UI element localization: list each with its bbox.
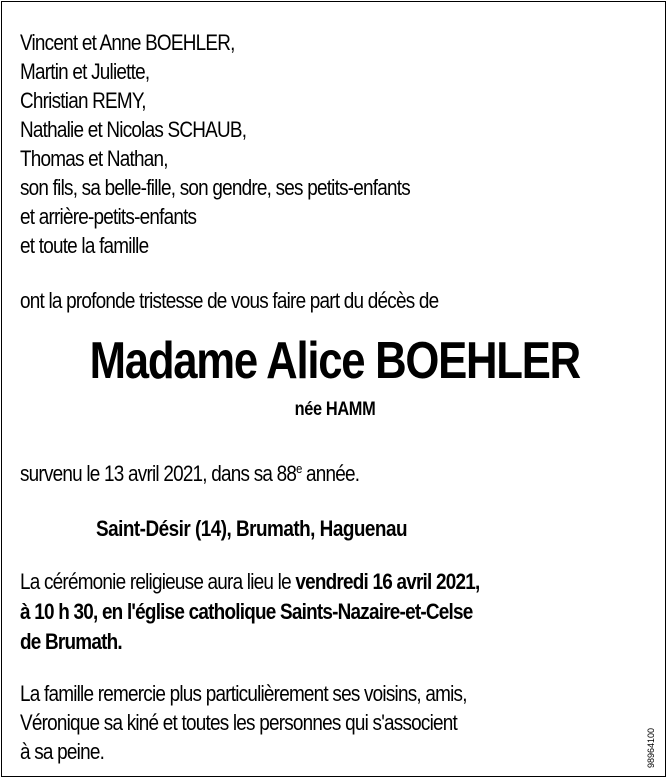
ceremony-town: de Brumath. [20,629,122,654]
ceremony-line-3 [20,627,122,656]
death-info-superscript: e [296,461,302,476]
thanks-line-1: La famille remercie plus particulièrement ses voisins, amis, [20,681,467,706]
family-line-7: et arrière-petits-enfants [20,204,197,229]
maiden-name-text: née HAMM [294,399,375,420]
intro-text: ont la profonde tristesse de vous faire part du décès de [20,288,439,313]
ceremony-line-1 [20,567,479,596]
family-line-3: Christian REMY, [20,88,146,113]
thanks-line-2: Véronique sa kiné et toutes les personnes qui s'associent [20,710,458,735]
ceremony-line-2 [20,597,472,626]
family-line-4: Nathalie et Nicolas SCHAUB, [20,117,247,142]
maiden-name [0,398,669,422]
ceremony-time-place: à 10 h 30, en l'église catholique Saints-Nazaire-et-Celse [20,599,473,624]
family-line-8: et toute la famille [20,233,149,258]
reference-code: 98964100 [646,727,656,768]
family-line-5: Thomas et Nathan, [20,146,168,171]
family-line-6: son fils, sa belle-fille, son gendre, ses petits-enfants [20,175,410,200]
thanks-line-3: à sa peine. [20,739,105,764]
deceased-name-text: Madame Alice BOEHLER [89,332,580,390]
death-info-prefix: survenu le 13 avril 2021, dans sa 88 [20,461,297,486]
ceremony-date: vendredi 16 avril 2021, [295,569,480,594]
ceremony-regular: La cérémonie religieuse aura lieu le [20,569,296,594]
places: Saint-Désir (14), Brumath, Haguenau [96,516,408,541]
death-info [20,459,359,488]
family-line-1: Vincent et Anne BOEHLER, [20,30,235,55]
family-line-2: Martin et Juliette, [20,59,150,84]
deceased-name [0,329,669,393]
death-info-suffix: année. [301,461,360,486]
